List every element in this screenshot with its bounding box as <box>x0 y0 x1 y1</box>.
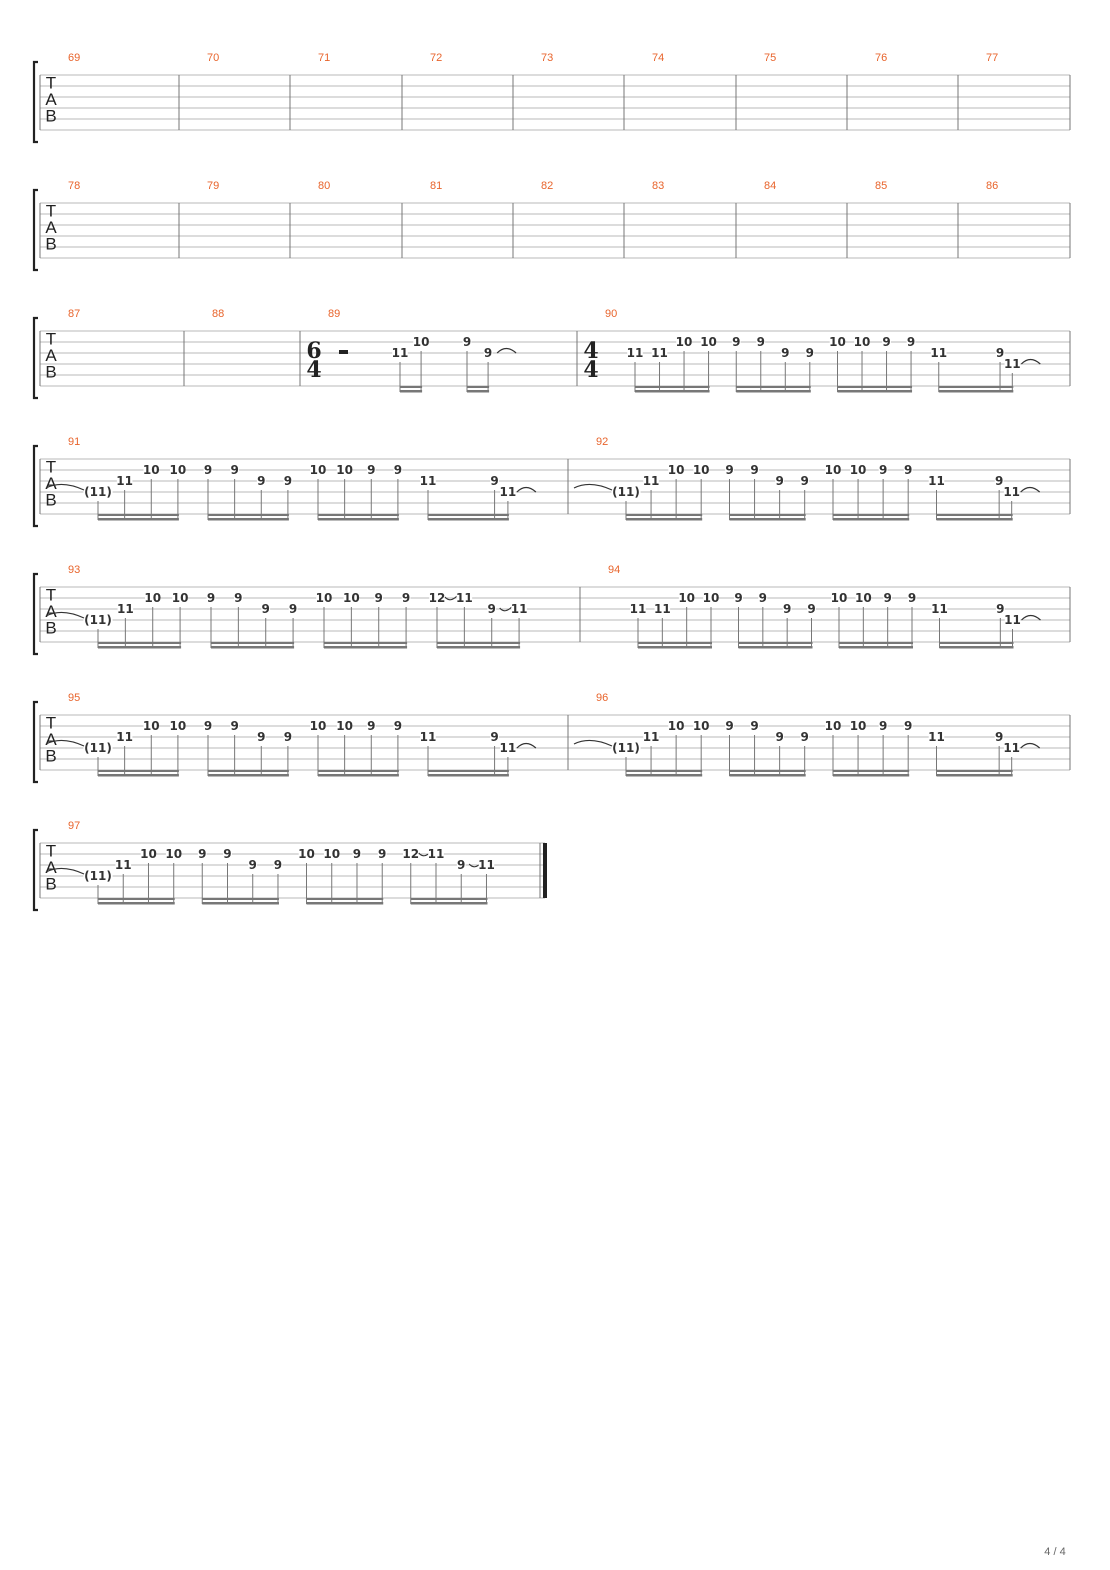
fret-number: 9 <box>906 335 916 349</box>
system-bracket <box>34 62 38 142</box>
system-bracket <box>34 318 38 398</box>
time-signature-top: 6 <box>306 338 322 364</box>
fret-number: 9 <box>203 719 213 733</box>
beam-secondary <box>428 514 509 516</box>
fret-number: (11) <box>84 485 112 499</box>
system-bracket <box>34 830 38 910</box>
beam-secondary <box>940 642 1014 644</box>
fret-number: 10 <box>853 335 871 349</box>
time-signature-bottom: 4 <box>583 357 599 383</box>
fret-number: 10 <box>824 719 842 733</box>
beam-secondary <box>208 770 289 772</box>
system-bracket <box>34 702 38 782</box>
fret-number: 9 <box>206 591 216 605</box>
beam-secondary <box>839 642 913 644</box>
beam-secondary <box>318 514 399 516</box>
fret-number: 11 <box>114 858 132 872</box>
fret-number: 9 <box>996 602 1005 616</box>
fret-number: 9 <box>490 474 499 488</box>
fret-number: 9 <box>732 335 741 349</box>
tab-clef-letter: T <box>45 73 57 93</box>
beam-secondary <box>939 386 1014 388</box>
half-rest <box>339 350 348 354</box>
fret-number: 9 <box>782 602 792 616</box>
fret-number: 9 <box>904 463 913 477</box>
tab-clef-letter: T <box>45 329 57 349</box>
measure-number: 94 <box>608 564 621 576</box>
fret-number: 9 <box>807 602 816 616</box>
beam-primary <box>939 390 1014 393</box>
fret-number: 11 <box>930 346 948 360</box>
fret-number: 11 <box>117 602 134 616</box>
measure-number: 92 <box>596 436 609 448</box>
fret-number: 9 <box>878 719 888 733</box>
fret-number: 10 <box>309 719 327 733</box>
beam-secondary <box>437 642 520 644</box>
fret-number: 9 <box>273 858 283 872</box>
fret-number: 11 <box>653 602 671 616</box>
measure-number: 69 <box>68 52 81 64</box>
beam-primary <box>833 518 909 521</box>
fret-number: 9 <box>750 463 759 477</box>
tie-arc <box>1022 616 1041 621</box>
fret-number: 10 <box>165 847 183 861</box>
measure-number: 78 <box>68 180 81 192</box>
fret-number: 10 <box>140 847 157 861</box>
fret-number: 11 <box>642 730 660 744</box>
fret-number: 9 <box>805 346 814 360</box>
beam-primary <box>324 646 407 649</box>
beam-secondary <box>208 514 289 516</box>
tab-clef-letter: B <box>45 490 57 510</box>
beam-primary <box>400 390 422 393</box>
measure-number: 82 <box>541 180 554 192</box>
beam-secondary <box>635 386 710 388</box>
beam-primary <box>318 518 399 521</box>
beam-primary <box>739 646 813 649</box>
fret-number: 9 <box>401 591 411 605</box>
beam-secondary <box>400 386 422 388</box>
fret-number: 10 <box>343 591 360 605</box>
tab-clef-letter: T <box>45 841 57 861</box>
beam-primary <box>736 390 811 393</box>
beam-primary <box>940 646 1014 649</box>
fret-number: 12 <box>402 847 420 861</box>
fret-number: 9 <box>462 335 472 349</box>
beam-primary <box>838 390 913 393</box>
beam-primary <box>208 518 289 521</box>
tab-clef-letter: B <box>45 874 57 894</box>
fret-number: 9 <box>378 847 387 861</box>
beam-primary <box>428 774 509 777</box>
beam-primary <box>411 902 488 905</box>
tab-clef-letter: B <box>45 234 57 254</box>
fret-number: 11 <box>478 858 495 872</box>
beam-secondary <box>937 514 1013 516</box>
fret-number: 10 <box>309 463 327 477</box>
beam-secondary <box>411 898 488 900</box>
beam-secondary <box>626 514 702 516</box>
fret-number: 9 <box>756 335 765 349</box>
beam-primary <box>833 774 909 777</box>
beam-primary <box>428 518 509 521</box>
tab-clef-letter: A <box>45 474 57 493</box>
fret-number: 11 <box>419 730 437 744</box>
fret-number: 11 <box>931 602 948 616</box>
beam-secondary <box>324 642 407 644</box>
measure-number: 70 <box>207 52 220 64</box>
beam-primary <box>307 902 384 905</box>
tab-clef-letter: B <box>45 618 57 638</box>
tab-clef-letter: T <box>45 457 57 477</box>
beam-primary <box>626 774 702 777</box>
fret-number: 9 <box>223 847 232 861</box>
fret-number: 11 <box>456 591 473 605</box>
beam-secondary <box>730 514 806 516</box>
measure-number: 97 <box>68 820 81 832</box>
fret-number: 12 <box>428 591 446 605</box>
beam-primary <box>202 902 279 905</box>
fret-number: 9 <box>490 730 499 744</box>
fret-number: 10 <box>323 847 341 861</box>
fret-number: 10 <box>678 591 696 605</box>
fret-number: 11 <box>928 474 945 488</box>
tab-clef-letter: B <box>45 362 57 382</box>
measure-number: 96 <box>596 692 609 704</box>
beam-secondary <box>736 386 811 388</box>
fret-number: 10 <box>142 463 160 477</box>
fret-number: (11) <box>84 869 112 883</box>
fret-number: 9 <box>198 847 207 861</box>
tab-clef-letter: T <box>45 201 57 221</box>
tab-clef-letter: T <box>45 585 57 605</box>
fret-number: 9 <box>257 730 266 744</box>
fret-number: (11) <box>84 613 112 627</box>
fret-number: 9 <box>994 474 1004 488</box>
tab-clef-letter: A <box>45 218 57 237</box>
fret-number: 11 <box>626 346 644 360</box>
fret-number: 10 <box>667 719 685 733</box>
fret-number: 10 <box>700 335 717 349</box>
beam-primary <box>98 774 179 777</box>
measure-number: 77 <box>986 52 999 64</box>
fret-number: 9 <box>230 719 239 733</box>
tab-clef-letter: A <box>45 730 57 749</box>
beam-secondary <box>98 770 179 772</box>
system-bracket <box>34 446 38 526</box>
beam-secondary <box>98 898 175 900</box>
fret-number: 11 <box>510 602 528 616</box>
beam-primary <box>635 390 710 393</box>
fret-number: 9 <box>907 591 917 605</box>
fret-number: 9 <box>283 474 293 488</box>
tab-clef-letter: A <box>45 346 57 365</box>
fret-number: 9 <box>800 730 809 744</box>
fret-number: 11 <box>629 602 647 616</box>
fret-number: 11 <box>419 474 437 488</box>
fret-number: 10 <box>830 591 848 605</box>
tie-arc <box>1021 744 1040 749</box>
fret-number: 10 <box>667 463 685 477</box>
time-signature-top: 4 <box>583 338 599 364</box>
fret-number: 10 <box>849 463 867 477</box>
measure-number: 95 <box>68 692 81 704</box>
fret-number: 10 <box>298 847 315 861</box>
fret-number: 11 <box>427 847 445 861</box>
fret-number: 9 <box>203 463 213 477</box>
beam-secondary <box>838 386 913 388</box>
fret-number: (11) <box>612 741 640 755</box>
measure-number: 80 <box>318 180 331 192</box>
beam-secondary <box>202 898 279 900</box>
beam-secondary <box>318 770 399 772</box>
tab-clef-letter: A <box>45 602 57 621</box>
beam-secondary <box>98 514 179 516</box>
beam-primary <box>638 646 712 649</box>
system-bracket <box>34 190 38 270</box>
fret-number: 11 <box>1003 741 1021 755</box>
fret-number: 10 <box>692 719 710 733</box>
beam-primary <box>318 774 399 777</box>
beam-primary <box>467 390 489 393</box>
fret-number: 10 <box>824 463 842 477</box>
beam-secondary <box>833 770 909 772</box>
fret-number: 11 <box>499 485 517 499</box>
measure-number: 90 <box>605 308 618 320</box>
tie-arc-incoming <box>574 484 612 490</box>
beam-secondary <box>626 770 702 772</box>
fret-number: 9 <box>257 474 266 488</box>
fret-number: 9 <box>261 602 270 616</box>
beam-primary <box>839 646 913 649</box>
fret-number: 11 <box>642 474 660 488</box>
fret-number: 9 <box>883 591 892 605</box>
fret-number: 10 <box>336 463 353 477</box>
fret-number: 9 <box>248 858 257 872</box>
beam-secondary <box>638 642 712 644</box>
fret-number: 9 <box>288 602 298 616</box>
fret-number: 9 <box>734 591 743 605</box>
beam-primary <box>730 774 806 777</box>
tie-arc <box>517 744 536 749</box>
measure-number: 86 <box>986 180 999 192</box>
page-indicator: 4 / 4 <box>1044 1546 1066 1558</box>
fret-number: 9 <box>800 474 809 488</box>
system-bracket <box>34 574 38 654</box>
fret-number: 9 <box>878 463 888 477</box>
fret-number: 9 <box>904 719 913 733</box>
fret-number: 10 <box>854 591 872 605</box>
fret-number: 9 <box>882 335 891 349</box>
fret-number: 9 <box>230 463 239 477</box>
fret-number: 11 <box>1004 613 1021 627</box>
tie-arc-incoming <box>574 740 612 746</box>
fret-number: 9 <box>995 346 1005 360</box>
tie-arc <box>1021 360 1040 365</box>
beam-primary <box>98 518 179 521</box>
fret-number: 9 <box>483 346 493 360</box>
fret-number: 10 <box>412 335 430 349</box>
measure-number: 88 <box>212 308 225 320</box>
measure-number: 84 <box>764 180 777 192</box>
measure-number: 87 <box>68 308 81 320</box>
fret-number: 10 <box>829 335 846 349</box>
fret-number: (11) <box>84 741 112 755</box>
fret-number: 11 <box>499 741 517 755</box>
beam-secondary <box>730 770 806 772</box>
fret-number: 10 <box>692 463 710 477</box>
measure-number: 79 <box>207 180 220 192</box>
fret-number: 11 <box>1003 357 1021 371</box>
measure-number: 74 <box>652 52 665 64</box>
beam-secondary <box>428 770 509 772</box>
fret-number: 11 <box>116 474 133 488</box>
fret-number: 10 <box>142 719 160 733</box>
measure-number: 89 <box>328 308 341 320</box>
measure-number: 91 <box>68 436 81 448</box>
fret-number: 9 <box>775 730 784 744</box>
fret-number: 9 <box>758 591 768 605</box>
measure-number: 72 <box>430 52 443 64</box>
measure-number: 73 <box>541 52 554 64</box>
tab-clef-letter: B <box>45 746 57 766</box>
fret-number: 11 <box>1003 485 1021 499</box>
fret-number: 9 <box>457 858 466 872</box>
measure-number: 81 <box>430 180 443 192</box>
measure-number: 71 <box>318 52 331 64</box>
fret-number: 11 <box>651 346 668 360</box>
fret-number: 9 <box>750 719 759 733</box>
fret-number: 9 <box>781 346 790 360</box>
beam-primary <box>208 774 289 777</box>
fret-number: 9 <box>393 719 403 733</box>
measure-number: 75 <box>764 52 777 64</box>
beam-secondary <box>98 642 181 644</box>
beam-primary <box>98 646 181 649</box>
fret-number: 9 <box>374 591 383 605</box>
measure-number: 83 <box>652 180 665 192</box>
fret-number: 9 <box>393 463 403 477</box>
measure-number: 76 <box>875 52 888 64</box>
tab-clef-letter: A <box>45 858 57 877</box>
fret-number: 9 <box>367 463 376 477</box>
beam-primary <box>98 902 175 905</box>
beam-primary <box>437 646 520 649</box>
fret-number: 9 <box>283 730 293 744</box>
beam-secondary <box>739 642 813 644</box>
fret-number: 11 <box>391 346 409 360</box>
fret-number: 10 <box>702 591 720 605</box>
fret-number: 9 <box>234 591 243 605</box>
fret-number: 11 <box>116 730 133 744</box>
beam-primary <box>626 518 702 521</box>
beam-secondary <box>307 898 384 900</box>
fret-number: 10 <box>849 719 867 733</box>
fret-number: 9 <box>994 730 1004 744</box>
tie-arc <box>1021 488 1040 493</box>
fret-number: 9 <box>367 719 376 733</box>
measure-number: 93 <box>68 564 81 576</box>
fret-number: 9 <box>725 719 734 733</box>
tab-clef-letter: T <box>45 713 57 733</box>
fret-number: 9 <box>775 474 784 488</box>
tie-arc <box>517 488 536 493</box>
fret-number: 10 <box>171 591 189 605</box>
beam-secondary <box>211 642 294 644</box>
fret-number: 10 <box>169 463 187 477</box>
beam-primary <box>937 518 1013 521</box>
fret-number: 10 <box>315 591 333 605</box>
beam-primary <box>730 518 806 521</box>
measure-number: 85 <box>875 180 888 192</box>
beam-primary <box>211 646 294 649</box>
fret-number: 9 <box>725 463 734 477</box>
beam-primary <box>937 774 1013 777</box>
beam-secondary <box>937 770 1013 772</box>
time-signature-bottom: 4 <box>306 357 322 383</box>
beam-secondary <box>467 386 489 388</box>
tab-clef-letter: B <box>45 106 57 126</box>
fret-number: 9 <box>487 602 496 616</box>
fret-number: 10 <box>675 335 693 349</box>
tab-clef-letter: A <box>45 90 57 109</box>
fret-number: 10 <box>144 591 162 605</box>
fret-number: 9 <box>352 847 362 861</box>
beam-secondary <box>833 514 909 516</box>
fret-number: 11 <box>928 730 945 744</box>
tie-arc <box>497 349 516 354</box>
fret-number: (11) <box>612 485 640 499</box>
fret-number: 10 <box>169 719 187 733</box>
fret-number: 10 <box>336 719 353 733</box>
